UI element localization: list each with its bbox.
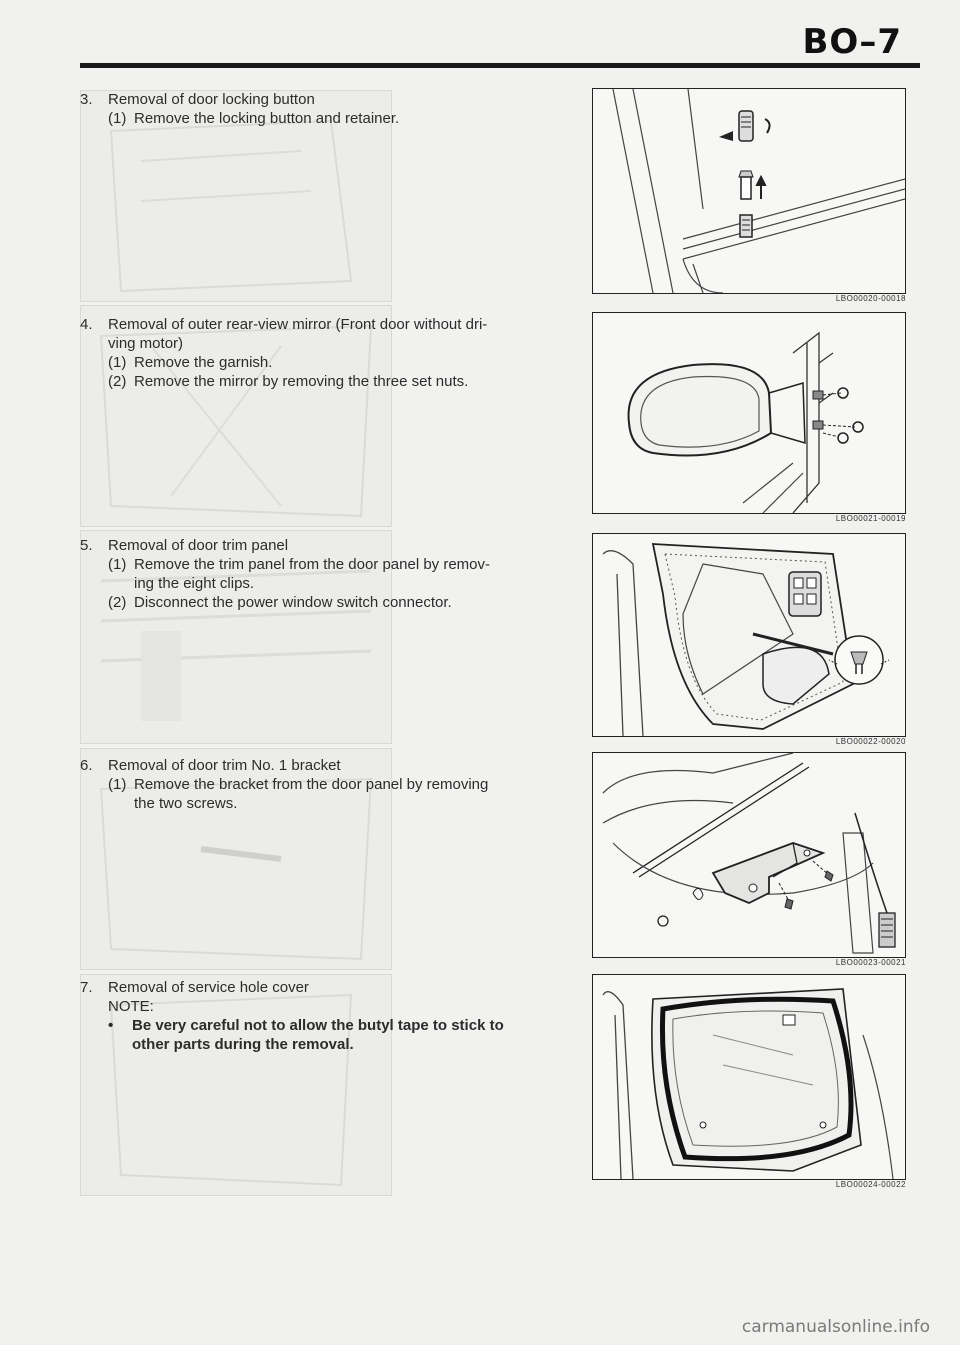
substep-number: (1) bbox=[108, 110, 127, 127]
substep-text: the two screws. bbox=[134, 795, 238, 812]
step-title: Removal of door locking button bbox=[108, 91, 315, 108]
substep-continuation bbox=[80, 574, 580, 593]
substep bbox=[80, 555, 580, 574]
substep-text: ing the eight clips. bbox=[134, 575, 255, 592]
watermark: carmanualsonline.info bbox=[741, 1317, 930, 1337]
step-7 bbox=[80, 978, 580, 1054]
note-bullet-continuation bbox=[80, 1035, 580, 1054]
substep bbox=[80, 109, 580, 128]
note-text: Be very careful not to allow the butyl tape to stick to bbox=[132, 1017, 504, 1034]
step-title-continuation: ving motor) bbox=[108, 335, 184, 352]
header-rule bbox=[80, 63, 920, 68]
substep-number: (1) bbox=[108, 776, 127, 793]
figure-id: LBO00020-00018 bbox=[835, 294, 906, 303]
figure-id: LBO00023-00021 bbox=[835, 958, 906, 967]
substep-number: (1) bbox=[108, 354, 127, 371]
step-3 bbox=[80, 90, 580, 128]
substep-text: Remove the mirror by removing the three set nuts. bbox=[134, 373, 469, 390]
step-title: Removal of service hole cover bbox=[108, 979, 309, 996]
figure-locking-button bbox=[592, 88, 906, 294]
bullet-dot-icon: • bbox=[108, 1017, 114, 1034]
step-title: Removal of door trim panel bbox=[108, 537, 289, 554]
step-5 bbox=[80, 536, 580, 612]
step-number: 7. bbox=[80, 979, 93, 996]
figure-service-hole-cover bbox=[592, 974, 906, 1180]
page-number: BO–7 bbox=[802, 22, 902, 62]
figure-id: LBO00022-00020 bbox=[835, 737, 906, 746]
substep bbox=[80, 593, 580, 612]
figure-id: LBO00024-00022 bbox=[835, 1180, 906, 1189]
substep bbox=[80, 353, 580, 372]
substep-text: Remove the garnish. bbox=[134, 354, 273, 371]
substep-number: (2) bbox=[108, 373, 127, 390]
note-label: NOTE: bbox=[108, 998, 154, 1015]
substep-text: Disconnect the power window switch connector. bbox=[134, 594, 452, 611]
step-number: 3. bbox=[80, 91, 93, 108]
figure-trim-bracket bbox=[592, 752, 906, 958]
step-6 bbox=[80, 756, 580, 813]
substep-number: (1) bbox=[108, 556, 127, 573]
note-text: other parts during the removal. bbox=[132, 1036, 354, 1053]
step-4 bbox=[80, 315, 580, 391]
figure-id: LBO00021-00019 bbox=[835, 514, 906, 523]
figure-outer-mirror bbox=[592, 312, 906, 514]
step-title: Removal of outer rear-view mirror (Front door without dri- bbox=[108, 316, 488, 333]
substep-number: (2) bbox=[108, 594, 127, 611]
step-number: 5. bbox=[80, 537, 93, 554]
substep-text: Remove the bracket from the door panel by removing bbox=[134, 776, 489, 793]
substep bbox=[80, 775, 580, 794]
step-number: 4. bbox=[80, 316, 93, 333]
substep-text: Remove the trim panel from the door panel by remov- bbox=[134, 556, 490, 573]
note-bullet bbox=[80, 1016, 580, 1035]
step-number: 6. bbox=[80, 757, 93, 774]
step-title: Removal of door trim No. 1 bracket bbox=[108, 757, 341, 774]
substep-continuation bbox=[80, 794, 580, 813]
substep bbox=[80, 372, 580, 391]
figure-door-trim-panel bbox=[592, 533, 906, 737]
footer-smudge bbox=[300, 1238, 600, 1258]
substep-text: Remove the locking button and retainer. bbox=[134, 110, 400, 127]
